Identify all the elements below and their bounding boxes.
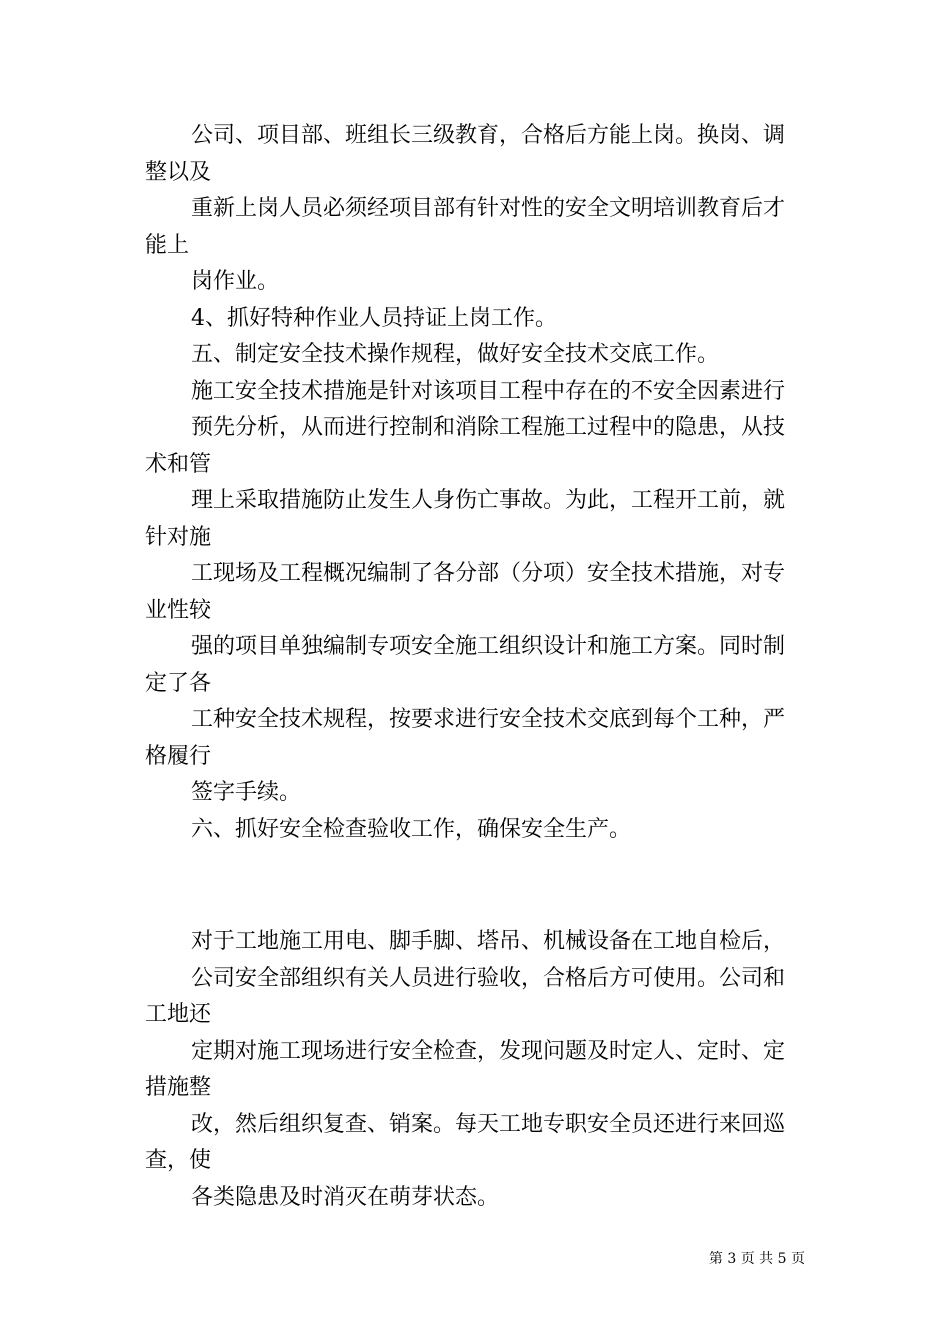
paragraph-line: 格履行 bbox=[145, 743, 212, 769]
paragraph-line: 重新上岗人员必须经项目部有针对性的安全文明培训教育后才 bbox=[191, 196, 786, 221]
paragraph-line: 措施整 bbox=[145, 1075, 212, 1100]
paragraph-line: 4、抓好特种作业人员持证上岗工作。 bbox=[191, 305, 557, 331]
paragraph-line: 工种安全技术规程，按要求进行安全技术交底到每个工种，严 bbox=[191, 707, 786, 732]
paragraph-line: 预先分析，从而进行控制和消除工程施工过程中的隐患，从技 bbox=[191, 415, 786, 440]
section-heading-five: 五、制定安全技术操作规程，做好安全技术交底工作。 bbox=[191, 342, 720, 367]
paragraph-line: 签字手续。 bbox=[191, 780, 302, 805]
paragraph-line: 针对施 bbox=[145, 524, 212, 550]
paragraph-line: 定了各 bbox=[145, 670, 212, 696]
paragraph-line: 理上采取措施防止发生人身伤亡事故。为此，工程开工前，就 bbox=[191, 488, 786, 513]
paragraph-line: 强的项目单独编制专项安全施工组织设计和施工方案。同时制 bbox=[191, 634, 786, 659]
paragraph-line: 公司安全部组织有关人员进行验收，合格后方可使用。公司和 bbox=[191, 965, 786, 991]
paragraph-line: 定期对施工现场进行安全检查，发现问题及时定人、定时、定 bbox=[191, 1038, 786, 1064]
paragraph-line: 术和管 bbox=[145, 451, 212, 477]
paragraph-line: 公司、项目部、班组长三级教育，合格后方能上岗。换岗、调 bbox=[191, 123, 786, 148]
paragraph-line: 岗作业。 bbox=[191, 269, 280, 294]
paragraph-line: 施工安全技术措施是针对该项目工程中存在的不安全因素进行 bbox=[191, 378, 786, 404]
document-body bbox=[145, 118, 810, 1216]
paragraph-line: 对于工地施工用电、脚手脚、塔吊、机械设备在工地自检后， bbox=[191, 929, 786, 954]
paragraph-line: 改，然后组织复查、销案。每天工地专职安全员还进行来回巡 bbox=[191, 1111, 786, 1137]
paragraph-line: 业性较 bbox=[145, 597, 212, 623]
paragraph-line: 整以及 bbox=[145, 159, 212, 185]
page-number-footer: 第 3 页 共 5 页 bbox=[708, 1251, 805, 1267]
paragraph-line: 工现场及工程概况编制了各分部（分项）安全技术措施，对专 bbox=[191, 561, 786, 586]
section-heading-six: 六、抓好安全检查验收工作，确保安全生产。 bbox=[191, 816, 632, 842]
paragraph-line: 查，使 bbox=[145, 1148, 212, 1173]
paragraph-line: 各类隐患及时消灭在萌芽状态。 bbox=[191, 1184, 500, 1210]
paragraph-line: 工地还 bbox=[145, 1002, 212, 1027]
section-spacer bbox=[145, 848, 810, 924]
paragraph-line: 能上 bbox=[145, 232, 190, 258]
